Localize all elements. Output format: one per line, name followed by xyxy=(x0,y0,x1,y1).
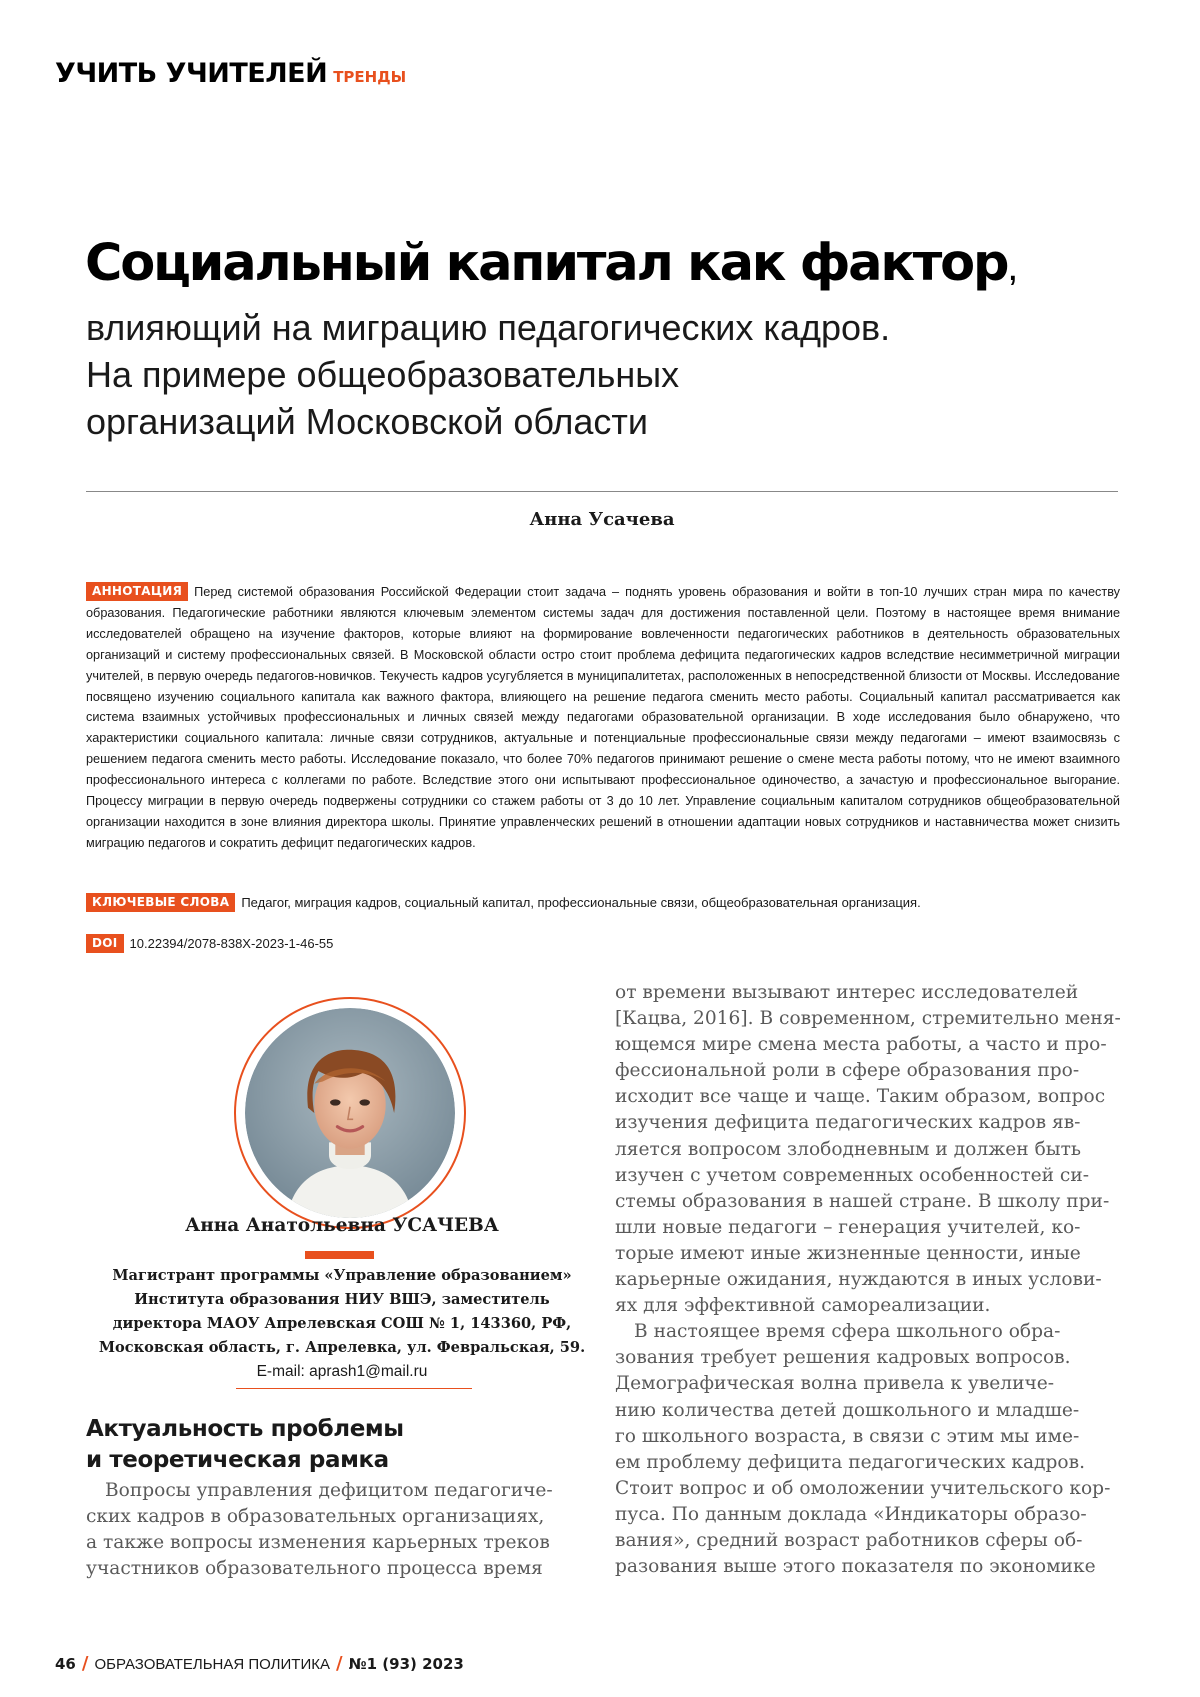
text-line: разования выше этого показателя по экономике xyxy=(615,1554,1123,1580)
subtitle-line: На примере общеобразовательных xyxy=(86,351,1086,398)
text-line: шли новые педагоги – генерация учителей, ко- xyxy=(615,1215,1123,1241)
text-line: от времени вызывают интерес исследователей xyxy=(615,980,1123,1006)
text-line: [Кацва, 2016]. В современном, стремительно меня- xyxy=(615,1006,1123,1032)
keywords-block xyxy=(86,893,1120,913)
name-accent-bar xyxy=(305,1251,374,1259)
text-line: нию количества детей дошкольного и младше- xyxy=(615,1398,1123,1424)
author-affiliation xyxy=(86,1264,598,1384)
journal-name: ОБРАЗОВАТЕЛЬНАЯ ПОЛИТИКА xyxy=(94,1656,330,1673)
text-line: исходит все чаще и чаще. Таким образом, вопрос xyxy=(615,1084,1123,1110)
text-line: карьерные ожидания, нуждаются в иных услови- xyxy=(615,1267,1123,1293)
text-line: ем проблему дефицита педагогических кадров. xyxy=(615,1450,1123,1476)
article-title-comma: , xyxy=(1007,245,1018,289)
text-line: ляется вопросом злободневным и должен быть xyxy=(615,1137,1123,1163)
text-line: изучен с учетом современных особенностей си- xyxy=(615,1163,1123,1189)
page-header xyxy=(55,58,406,89)
article-title-main: Социальный капитал как фактор xyxy=(85,234,1007,293)
section-heading xyxy=(86,1414,606,1476)
paragraph xyxy=(86,1478,586,1582)
slash-separator: / xyxy=(336,1653,343,1674)
affiliation-line: Московская область, г. Апрелевка, ул. Февральская, 59. xyxy=(86,1336,598,1360)
text-line: участников образовательного процесса время xyxy=(86,1556,586,1582)
text-line: изучения дефицита педагогических кадров яв- xyxy=(615,1110,1123,1136)
subtitle-line: влияющий на миграцию педагогических кадров. xyxy=(86,304,1086,351)
text-line: зования требует решения кадровых вопросов. xyxy=(615,1345,1123,1371)
keywords-label: КЛЮЧЕВЫЕ СЛОВА xyxy=(86,893,235,912)
slash-separator: / xyxy=(82,1653,89,1674)
text-line: ских кадров в образовательных организациях, xyxy=(86,1504,586,1530)
text-line: Вопросы управления дефицитом педагогиче- xyxy=(86,1478,586,1504)
page-number: 46 xyxy=(55,1655,76,1673)
doi-text: 10.22394/2078-838X-2023-1-46-55 xyxy=(130,936,334,951)
affiliation-line: Магистрант программы «Управление образованием» xyxy=(86,1264,598,1288)
article-title xyxy=(85,238,1018,289)
page-footer xyxy=(55,1653,464,1674)
section-heading-line: Актуальность проблемы xyxy=(86,1414,606,1445)
doi-block xyxy=(86,934,333,954)
paragraph xyxy=(615,1319,1123,1580)
text-line: а также вопросы изменения карьерных треков xyxy=(86,1530,586,1556)
section-heading-line: и теоретическая рамка xyxy=(86,1445,606,1476)
text-line: вания», средний возраст работников сферы об- xyxy=(615,1528,1123,1554)
paragraph xyxy=(615,980,1123,1319)
rubric-label: ТРЕНДЫ xyxy=(333,68,406,86)
affiliation-line: Института образования НИУ ВШЭ, заместитель xyxy=(86,1288,598,1312)
text-line: го школьного возраста, в связи с этим мы име- xyxy=(615,1424,1123,1450)
text-line: Демографическая волна привела к увеличе- xyxy=(615,1371,1123,1397)
annotation-label: АННОТАЦИЯ xyxy=(86,582,188,601)
text-line: пуса. По данным доклада «Индикаторы образо- xyxy=(615,1502,1123,1528)
text-line: стемы образования в нашей стране. В школу при- xyxy=(615,1189,1123,1215)
affiliation-line: директора МАОУ Апрелевская СОШ № 1, 143360, РФ, xyxy=(86,1312,598,1336)
annotation-block xyxy=(86,582,1120,854)
keywords-text: Педагог, миграция кадров, социальный капитал, профессиональные связи, общеобразовательная организация. xyxy=(241,895,920,910)
article-author: Анна Усачева xyxy=(86,509,1118,530)
text-line: В настоящее время сфера школьного обра- xyxy=(615,1319,1123,1345)
doi-label: DOI xyxy=(86,934,124,953)
text-line: ющемся мире смена места работы, а часто и про- xyxy=(615,1032,1123,1058)
author-full-name: Анна Анатольевна УСАЧЕВА xyxy=(86,1215,598,1236)
left-column-text xyxy=(86,1478,586,1582)
section-title: УЧИТЬ УЧИТЕЛЕЙ xyxy=(55,58,327,89)
right-column-text xyxy=(615,980,1123,1580)
text-line: торые имеют иные жизненные ценности, иные xyxy=(615,1241,1123,1267)
text-line: фессиональной роли в сфере образования про- xyxy=(615,1058,1123,1084)
annotation-text: Перед системой образования Российской Федерации стоит задача – поднять уровень образования и войти в топ-10 лучших стран мира по качеству образования. Педагогические работники являются ключевым элементом системы задач для достижения поставленной цели. Поэтому в настоящее время внимание исследователей обращено на изучение факторов, которые влияют на формирование вовлеченности педагогических работников в деятельность образовательных организаций и систему профессиональных связей. В Московской области остро стоит проблема дефицита педагогических кадров вследствие несимметричной миграции учителей, в первую очередь педагогов-новичков. Текучесть кадров усугубляется в муниципалитетах, расположенных в непосредственной близости от Москвы. Исследование посвящено изучению социального капитала как важного фактора, влияющего на решение педагога сменить место работы. Социальный капитал рассматривается как система взаимных устойчивых профессиональных и личных связей между педагогами образовательной организации. В ходе исследования было обнаружено, что характеристики социального капитала: личные связи сотрудников, актуальные и потенциальные профессиональные связи между педагогами – имеют взаимосвязь с решением педагога сменить место работы. Исследование показало, что более 70% педагогов принимают решение о смене места работы потому, что не имеют взаимного профессионального интереса с коллегами по работе. Вследствие этого они испытывают профессиональное одиночество, а зачастую и профессиональное выгорание. Процессу миграции в первую очередь подвержены сотрудники со стажем работы от 3 до 10 лет. Управление социальным капиталом сотрудников общеобразовательной организации находится в зоне влияния директора школы. Принятие управленческих решений в отношении адаптации новых сотрудников и наставничества может снизить миграцию педагогов и сократить дефицит педагогических кадров. xyxy=(86,585,1120,850)
affiliation-divider xyxy=(236,1388,472,1389)
author-portrait-frame xyxy=(234,997,466,1229)
text-line: Стоит вопрос и об омоложении учительского кор- xyxy=(615,1476,1123,1502)
author-email[interactable]: E-mail: aprash1@mail.ru xyxy=(86,1360,598,1384)
title-divider xyxy=(86,491,1118,492)
subtitle-line: организаций Московской области xyxy=(86,398,1086,445)
article-subtitle xyxy=(86,304,1086,445)
author-portrait xyxy=(245,1008,455,1218)
text-line: ях для эффективной самореализации. xyxy=(615,1293,1123,1319)
issue-number: №1 (93) 2023 xyxy=(349,1655,464,1673)
